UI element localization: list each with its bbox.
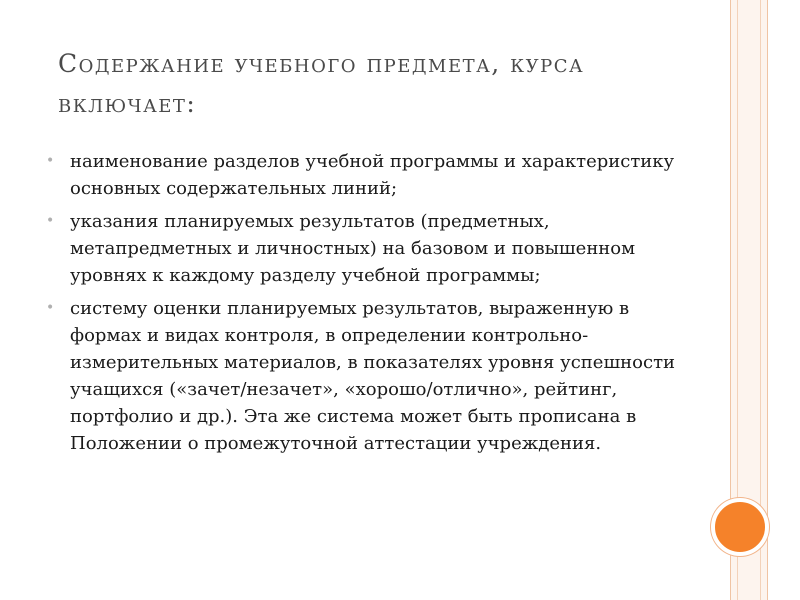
slide-title: Содержание учебного предмета, курса включает:	[58, 49, 585, 118]
bullet-dot-icon: •	[46, 213, 55, 229]
decorative-orange-circle	[711, 498, 769, 556]
bullet-item	[40, 208, 690, 289]
bullet-list	[40, 148, 690, 463]
bullet-text: наименование разделов учебной программы и характеристику основных содержательных линий;	[70, 151, 675, 199]
bullet-dot-icon: •	[46, 153, 55, 169]
bullet-item	[40, 148, 690, 202]
bullet-text: указания планируемых результатов (предметных, метапредметных и личностных) на базовом и повышенном уровнях к каждому разделу учебной программы;	[70, 211, 636, 286]
bullet-item	[40, 295, 690, 457]
bullet-text: систему оценки планируемых результатов, выраженную в формах и видах контроля, в определении контрольно-измерительных материалов, в показателях уровня успешности учащихся («зачет/незачет», «хорошо/отлично», рейтинг, портфолио и др.). Эта же система может быть прописана в Положении о промежуточной аттестации учреждения.	[70, 298, 676, 454]
bullet-dot-icon: •	[46, 300, 55, 316]
